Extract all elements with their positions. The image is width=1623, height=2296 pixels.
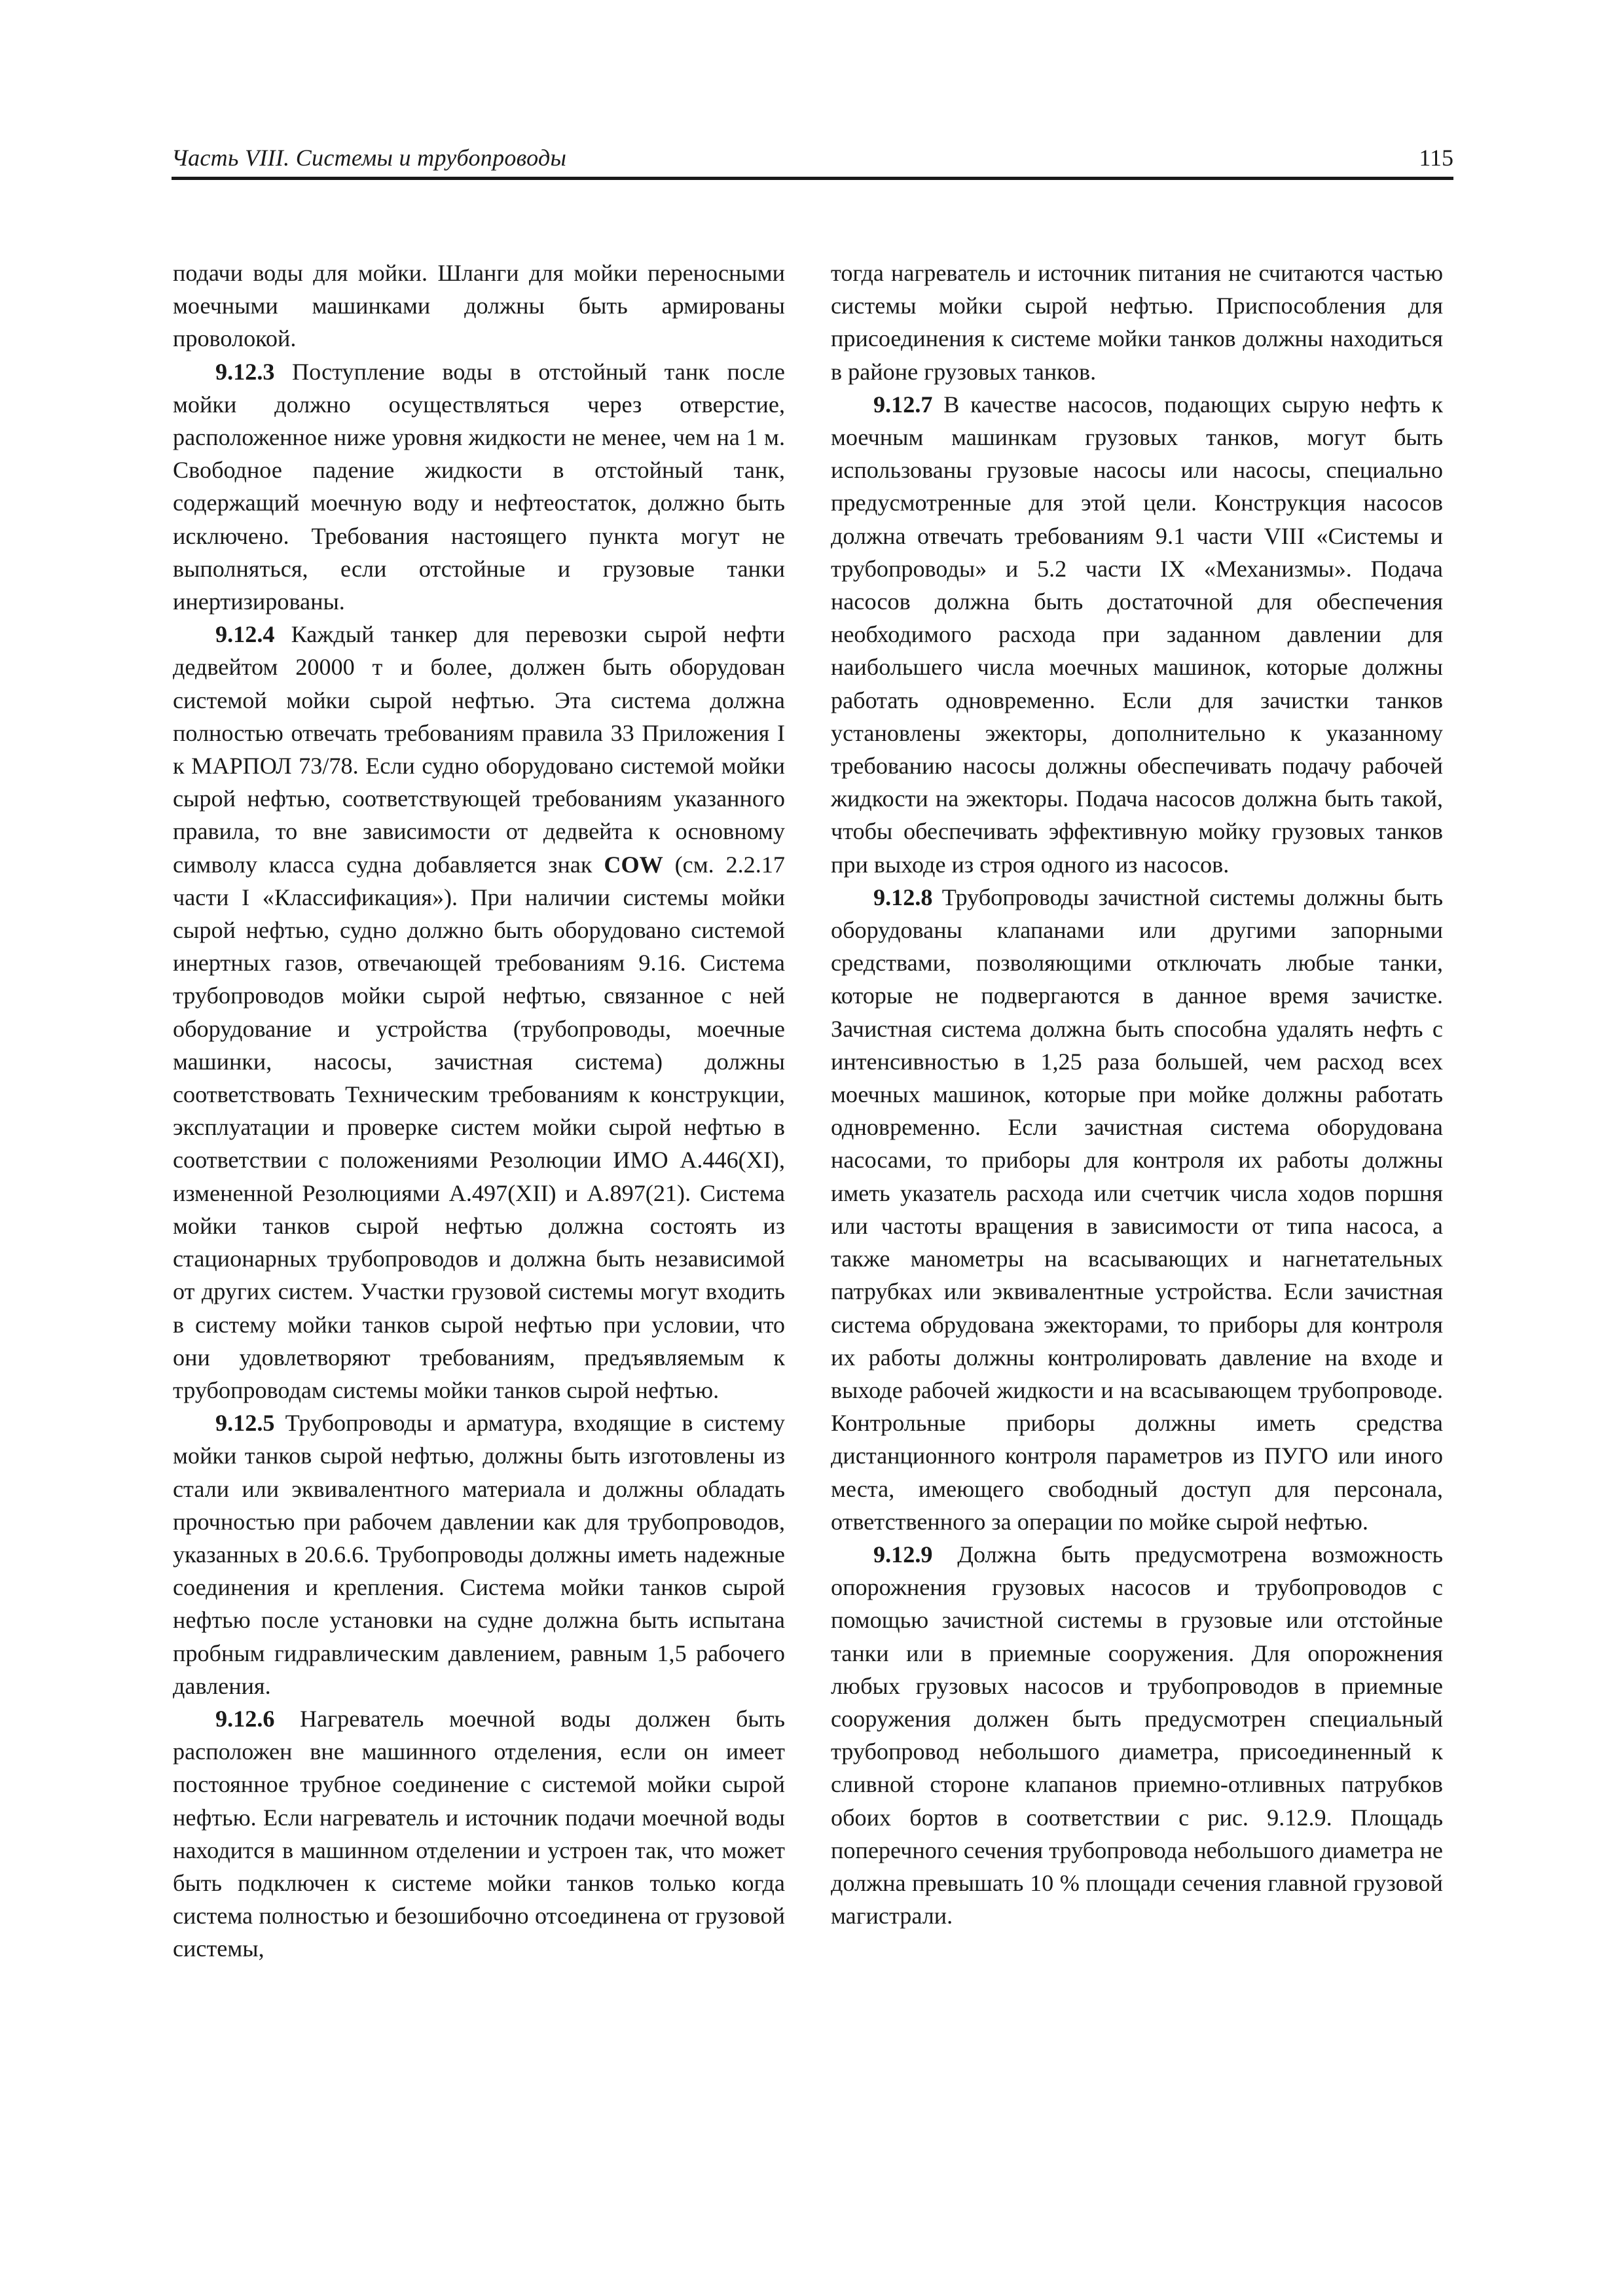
paragraph-text: Поступление воды в отстойный танк после мойки должно осуществляться через отверстие, расположенное ниже уровня жидкости не менее, чем на 1 м. Свободное падение жидкости в отстойный танк, содержащий моечную воду и нефтеостаток, должно быть исключено. Требования настоящего пункта могут не выполняться, если отстойные и грузовые танки инертизированы. (173, 358, 785, 615)
clause-number: 9.12.5 (215, 1410, 275, 1437)
clause-number: 9.12.8 (873, 884, 933, 910)
right-column (831, 257, 1443, 1932)
paragraph (173, 257, 785, 355)
paragraph-text: тогда нагреватель и источник питания не считаются частью системы мойки сырой нефтью. Приспособления для присоединения к системе мойки танков должны находиться в районе грузовых танков. (831, 260, 1443, 385)
paragraph-9-12-5 (173, 1407, 785, 1702)
paragraph-text: Должна быть предусмотрена возможность опорожнения грузовых насосов и трубопроводов с помощью зачистной системы в грузовые или отстойные танки или в приемные сооружения. Для опорожнения любых грузовых насосов и трубопроводов в приемные сооружения должен быть предусмотрен специальный трубопровод небольшого диаметра, присоединенный к сливной стороне клапанов приемно-отливных патрубков обоих бортов в соответствии с рис. 9.12.9. Площадь поперечного сечения трубопровода небольшого диаметра не должна превышать 10 % площади сечения главной грузовой магистрали. (831, 1541, 1443, 1929)
class-mark: COW (604, 851, 663, 878)
paragraph-9-12-7 (831, 388, 1443, 881)
paragraph-text: В качестве насосов, подающих сырую нефть к моечным машинкам грузовых танков, могут быть использованы грузовые насосы или насосы, специально предусмотренные для этой цели. Конструкция насосов должна отвечать требованиям 9.1 части VIII «Системы и трубопроводы» и 5.2 части IX «Механизмы». Подача насосов должна быть достаточной для обеспечения необходимого расхода при заданном давлении для наибольшего числа моечных машинок, которые должны работать одновременно. Если для зачистки танков установлены эжекторы, дополнительно к указанному требованию насосы должны обеспечивать подачу рабочей жидкости на эжекторы. Подача насосов должна быть такой, чтобы обеспечивать эффективную мойку грузовых танков при выходе из строя одного из насосов. (831, 391, 1443, 878)
paragraph-9-12-4 (173, 618, 785, 1407)
paragraph-text: Трубопроводы зачистной системы должны быть оборудованы клапанами или другими запорными средствами, позволяющими отключать любые танки, которые не подвергаются в данное время зачистке. Зачистная система должна быть способна удалять нефть с интенсивностью в 1,25 раза большей, чем расход всех моечных машинок, которые при мойке должны работать одновременно. Если зачистная система оборудована насосами, то приборы для контроля их работы должны иметь указатель расхода или счетчик числа ходов поршня или частоты вращения в зависимости от типа насоса, а также манометры на всасывающих и нагнетательных патрубках или эквивалентные устройства. Если зачистная система обрудована эжекторами, то приборы для контроля их работы должны контролировать давление на входе и выходе рабочей жидкости и на всасывающем трубопроводе. Контрольные приборы должны иметь средства дистанционного контроля параметров из ПУГО или иного места, имеющего свободный доступ для персонала, ответственного за операции по мойке сырой нефтью. (831, 884, 1443, 1535)
clause-number: 9.12.6 (215, 1705, 275, 1732)
page-number: 115 (1419, 145, 1453, 171)
clause-number: 9.12.3 (215, 358, 275, 385)
paragraph-9-12-8 (831, 881, 1443, 1538)
clause-number: 9.12.7 (873, 391, 933, 418)
paragraph (831, 257, 1443, 388)
paragraph-9-12-9 (831, 1538, 1443, 1932)
paragraph-text: подачи воды для мойки. Шланги для мойки переносными моечными машинками должны быть армированы проволокой. (173, 260, 785, 352)
clause-number: 9.12.9 (873, 1541, 933, 1568)
paragraph-text: Нагреватель моечной воды должен быть расположен вне машинного отделения, если он имеет постоянное трубное соединение с системой мойки сырой нефтью. Если нагреватель и источник подачи моечной воды находится в машинном отделении и устроен так, что может быть подключен к системе мойки танков только когда система полностью и безошибочно отсоединена от грузовой системы, (173, 1705, 785, 1962)
left-column (173, 257, 785, 1965)
header-title: Часть VIII. Системы и трубопроводы (172, 145, 567, 171)
paragraph-text: (см. 2.2.17 части I «Классификация»). При наличии системы мойки сырой нефтью, судно должно быть оборудовано системой инертных газов, отвечающей требованиям 9.16. Система трубопроводов мойки сырой нефтью, связанное с ней оборудование и устройства (трубопроводы, моечные машинки, насосы, зачистная система) должны соответствовать Техническим требованиям к конструкции, эксплуатации и проверке систем мойки сырой нефтью в соответствии с положениями Резолюции ИМО А.446(XI), измененной Резолюциями А.497(XII) и А.897(21). Система мойки танков сырой нефтью должна состоять из стационарных трубопроводов и должна быть независимой от других систем. Участки грузовой системы могут входить в систему мойки танков сырой нефтью при условии, что они удовлетворяют требованиям, предъявляемым к трубопроводам системы мойки танков сырой нефтью. (173, 851, 786, 1403)
paragraph-9-12-3 (173, 355, 785, 619)
running-header (172, 143, 1453, 180)
clause-number: 9.12.4 (215, 621, 275, 648)
paragraph-text: Трубопроводы и арматура, входящие в систему мойки танков сырой нефтью, должны быть изготовлены из стали или эквивалентного материала и должны обладать прочностью при рабочем давлении как для трубопроводов, указанных в 20.6.6. Трубопроводы должны иметь надежные соединения и крепления. Система мойки танков сырой нефтью после установки на судне должна быть испытана пробным гидравлическим давлением, равным 1,5 рабочего давления. (173, 1410, 785, 1699)
paragraph-9-12-6 (173, 1702, 785, 1965)
paragraph-text: Каждый танкер для перевозки сырой нефти дедвейтом 20000 т и более, должен быть оборудован системой мойки сырой нефтью. Эта система должна полностью отвечать требованиям правила 33 Приложения I к МАРПОЛ 73/78. Если судно оборудовано системой мойки сырой нефтью, соответствующей требованиям указанного правила, то вне зависимости от дедвейта к основному символу класса судна добавляется знак (173, 621, 785, 878)
